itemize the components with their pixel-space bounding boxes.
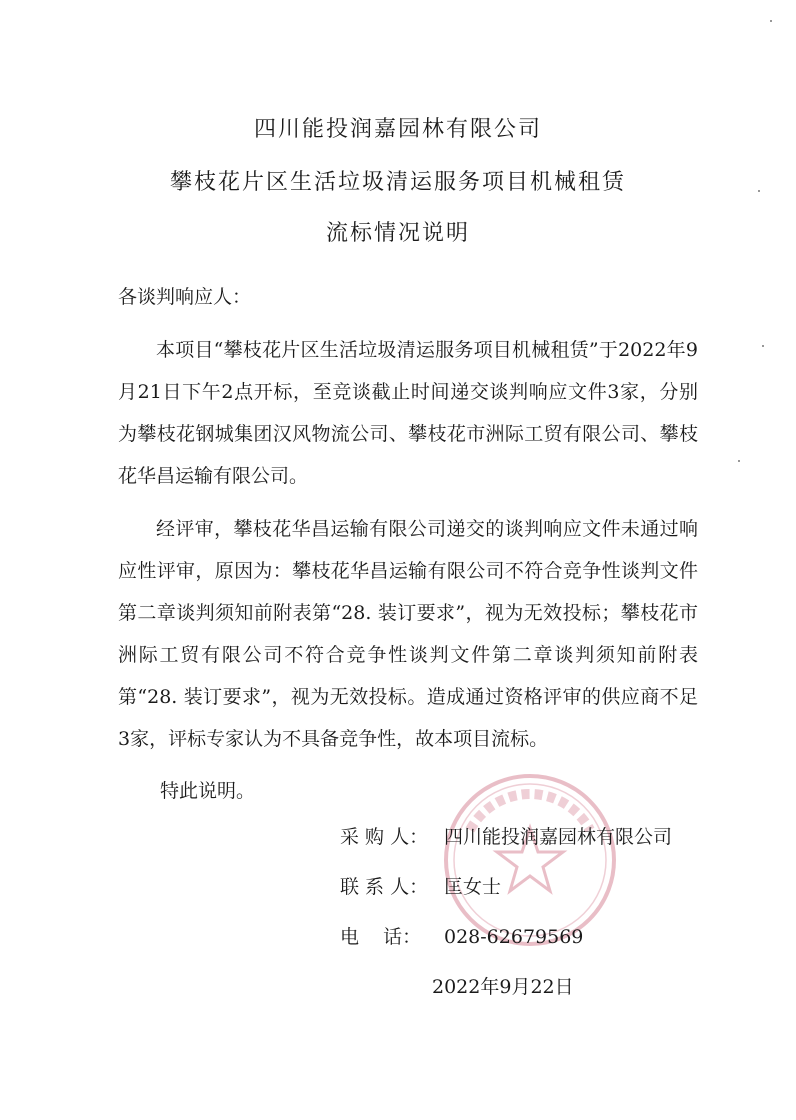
purchaser-value: 四川能投润嘉园林有限公司 <box>444 826 673 848</box>
document-title: 流标情况说明 <box>325 221 470 246</box>
document-date: 2022年9月22日 <box>432 976 574 998</box>
scan-speck <box>770 20 772 22</box>
project-title: 攀枝花片区生活垃圾清运服务项目机械租赁 <box>169 170 626 195</box>
phone-label: 电 话： <box>340 926 422 948</box>
closing-statement: 特此说明。 <box>160 780 256 802</box>
phone-line <box>340 922 583 952</box>
purchaser-label: 采 购 人： <box>340 826 429 848</box>
contact-person-label: 联 系 人： <box>340 876 429 898</box>
scan-speck <box>758 190 760 192</box>
paragraph-opening: 本项目“攀枝花片区生活垃圾清运服务项目机械租赁”于2022年9月21日下午2点开标，至竞谈截止时间递交谈判响应文件3家，分别为攀枝花钢城集团汉风物流公司、攀枝花市洲际工贸有限公司、攀枝花华昌运输有限公司。 <box>118 339 698 487</box>
contact-person-line <box>340 872 501 902</box>
purchaser-line <box>340 822 672 852</box>
scan-speck <box>762 345 764 347</box>
contact-person-value: 匡女士 <box>444 876 502 898</box>
salutation: 各谈判响应人： <box>118 286 252 308</box>
phone-value: 028-62679569 <box>444 926 584 948</box>
company-title: 四川能投润嘉园林有限公司 <box>253 117 542 142</box>
scan-speck <box>738 460 740 462</box>
paragraph-review: 经评审，攀枝花华昌运输有限公司递交的谈判响应文件未通过响应性评审，原因为：攀枝花华昌运输有限公司不符合竞争性谈判文件第二章谈判须知前附表第“28. 装订要求”，视为无效投标；攀枝花市洲际工贸有限公司不符合竞争性谈判文件第二章谈判须知前附表第“28. 装订要求”，视为无效投标。造成通过资格评审的供应商不足3家，评标专家认为不具备竞争性，故本项目流标。 <box>118 518 698 750</box>
